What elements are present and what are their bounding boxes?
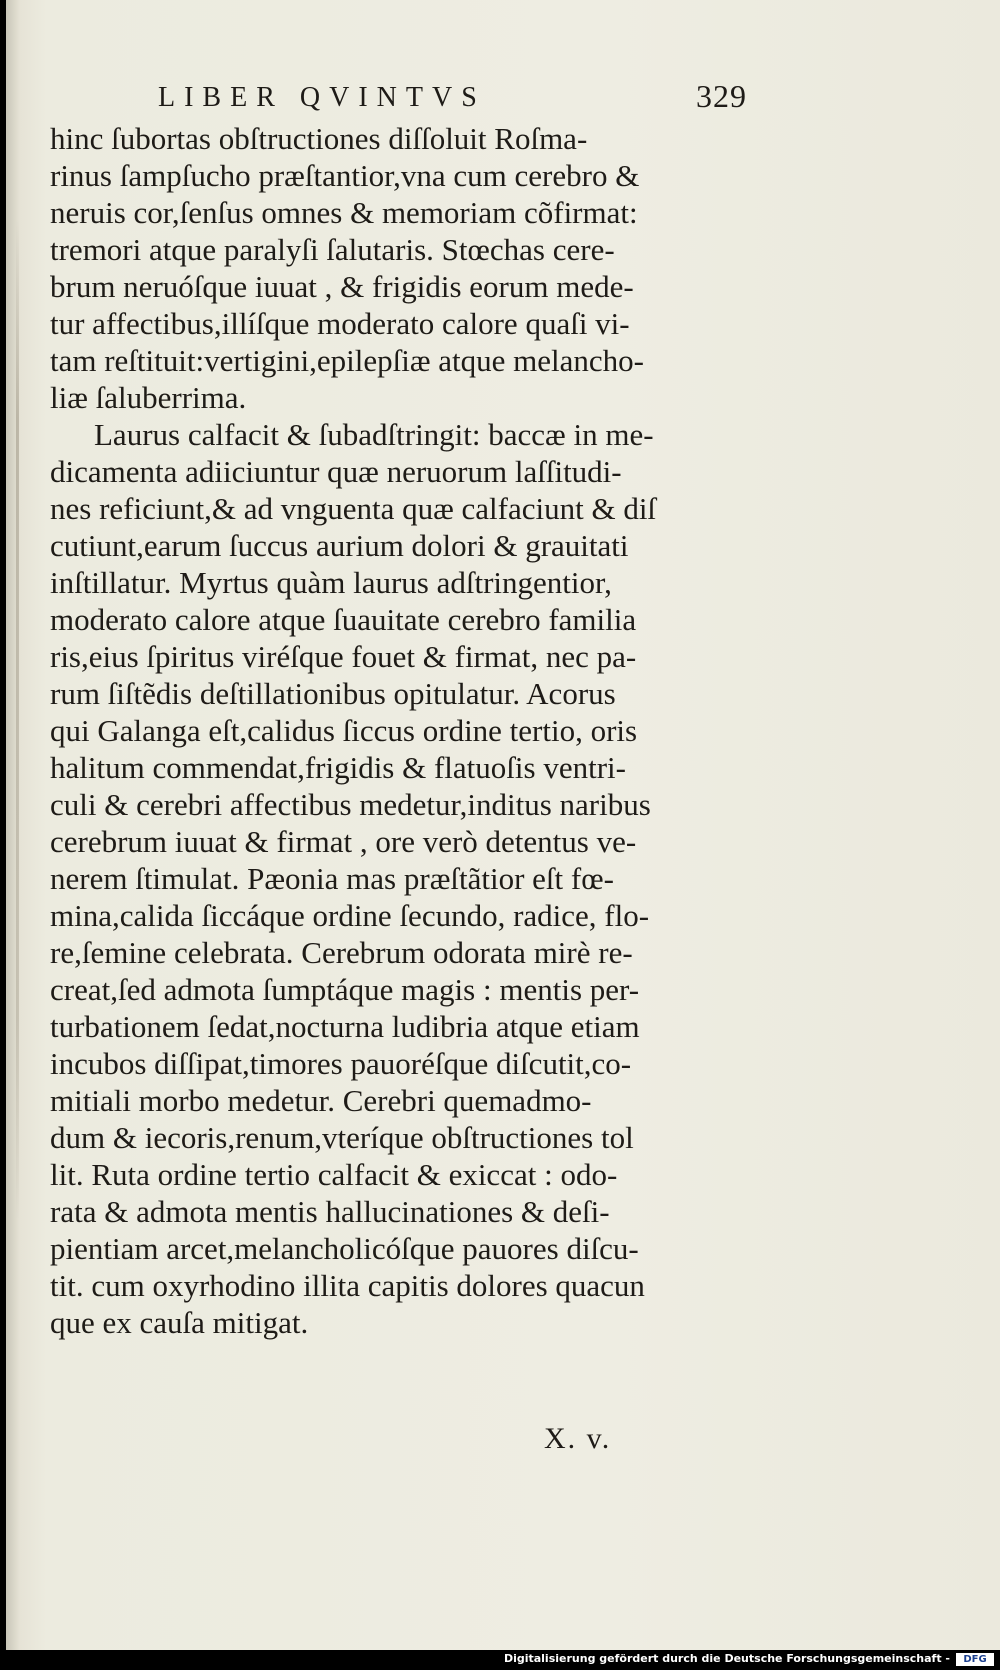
text-line: re,ſemine celebrata. Cerebrum odorata mirè re- — [50, 935, 633, 970]
text-line: cutiunt,earum ſuccus aurium dolori & grauitati — [50, 528, 629, 563]
text-line: tam reſtituit:vertigini,epilepſiæ atque melancho- — [50, 343, 644, 378]
page-number: 329 — [696, 78, 747, 114]
text-line: incubos diſſipat,timores pauoréſque diſcutit,co- — [50, 1046, 632, 1081]
text-line: moderato calore atque ſuauitate cerebro familia — [50, 602, 637, 637]
text-line: creat,ſed admota ſumptáque magis : mentis per- — [50, 972, 640, 1007]
text-line: rata & admota mentis hallucinationes & deſi- — [50, 1194, 610, 1229]
text-line: mina,calida ſiccáque ordine ſecundo, radice, flo- — [50, 898, 650, 933]
text-line: neruis cor,ſenſus omnes & memoriam cõfirmat: — [50, 195, 638, 230]
text-line: que ex cauſa mitigat. — [50, 1305, 309, 1340]
text-line: mitiali morbo medetur. Cerebri quemadmo- — [50, 1083, 592, 1118]
text-line: halitum commendat,frigidis & flatuoſis ventri- — [50, 750, 626, 785]
text-line: dum & iecoris,renum,vteríque obſtructiones tol — [50, 1120, 634, 1155]
text-line: qui Galanga eſt,calidus ſiccus ordine tertio, oris — [50, 713, 638, 748]
text-line: tit. cum oxyrhodino illita capitis dolores quacun — [50, 1268, 645, 1303]
text-line: nerem ſtimulat. Pæonia mas præſtãtior eſt fœ- — [50, 861, 614, 896]
footer-bar — [0, 1650, 1000, 1670]
text-line: liæ ſaluberrima. — [50, 380, 247, 415]
text-line: hinc ſubortas obſtructiones diſſoluit Roſma- — [50, 121, 588, 156]
text-line: brum neruóſque iuuat , & frigidis eorum mede- — [50, 269, 634, 304]
text-line: rum ſiſtẽdis deſtillationibus opitulatur. Acorus — [50, 676, 616, 711]
funding-credit: Digitalisierung gefördert durch die Deutsche Forschungsgemeinschaft - — [503, 1652, 950, 1665]
text-line: dicamenta adiiciuntur quæ neruorum laſſitudi- — [50, 454, 622, 489]
text-line: culi & cerebri affectibus medetur,inditus naribus — [50, 787, 651, 822]
text-line: lit. Ruta ordine tertio calfacit & exiccat : odo- — [50, 1157, 618, 1192]
text-line: Laurus calfacit & ſubadſtringit: baccæ in me- — [94, 417, 654, 452]
book-page — [6, 0, 1000, 1650]
text-line: tremori atque paralyſi ſalutaris. Stœchas cere- — [50, 232, 615, 267]
text-line: tur affectibus,illíſque moderato calore quaſi vi- — [50, 306, 630, 341]
text-line: inſtillatur. Myrtus quàm laurus adſtringentior, — [50, 565, 612, 600]
text-line: ris,eius ſpiritus viréſque fouet & firmat, nec pa- — [50, 639, 637, 674]
dfg-logo: DFG — [956, 1653, 994, 1666]
catchword: X. v. — [544, 1422, 612, 1455]
text-line: cerebrum iuuat & firmat , ore verò detentus ve- — [50, 824, 637, 859]
text-line: rinus ſampſucho præſtantior,vna cum cerebro & — [50, 158, 640, 193]
text-line: nes reficiunt,& ad vnguenta quæ calfaciunt & diſ — [50, 491, 657, 526]
gutter-shadow — [16, 220, 19, 1220]
running-title: LIBER QVINTVS — [158, 82, 486, 113]
text-line: turbationem ſedat,nocturna ludibria atque etiam — [50, 1009, 640, 1044]
text-line: pientiam arcet,melancholicóſque pauores diſcu- — [50, 1231, 639, 1266]
